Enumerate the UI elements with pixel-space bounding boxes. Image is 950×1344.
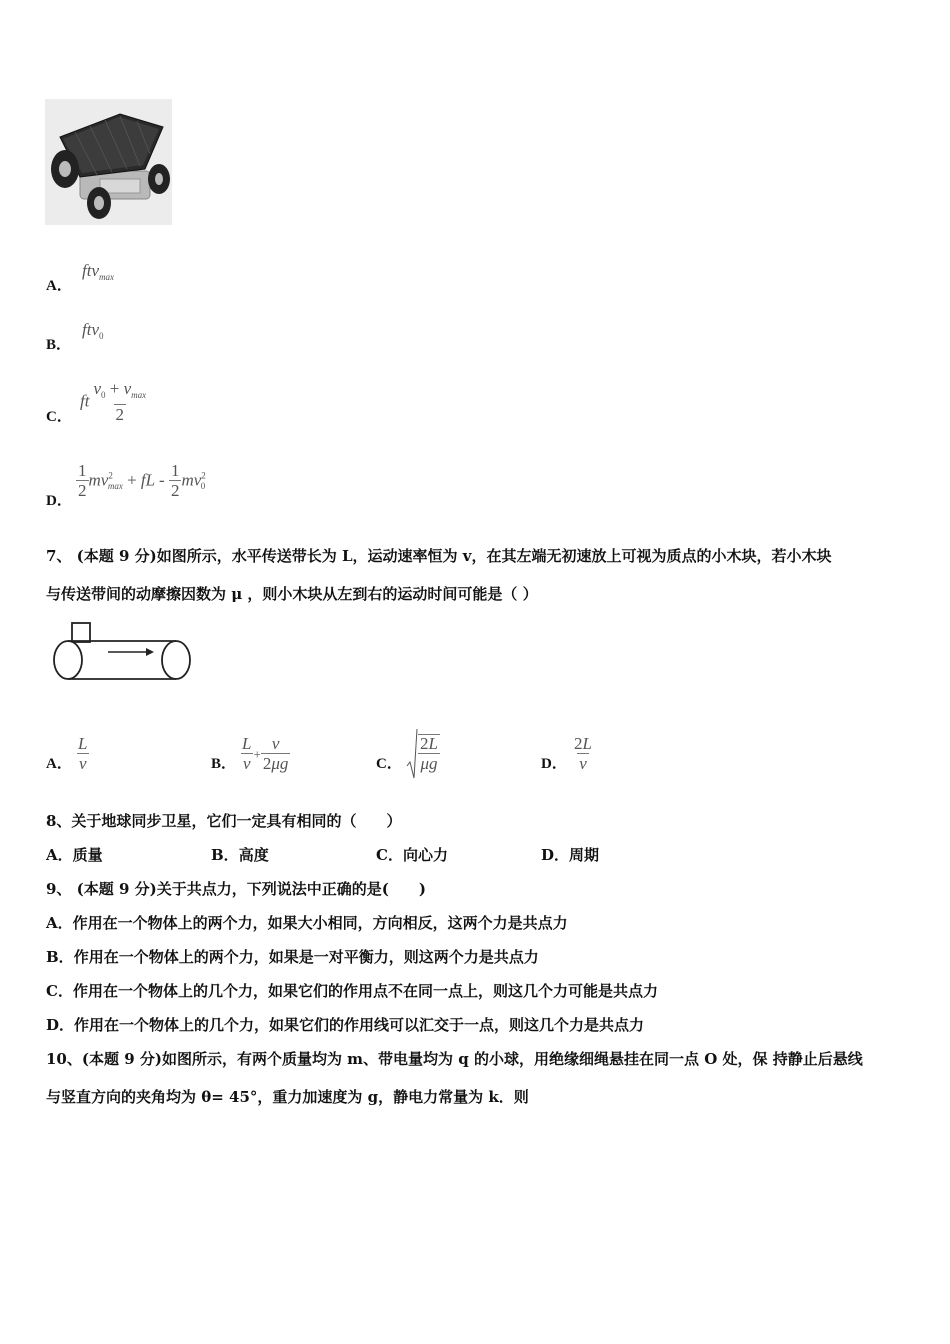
q7-option-c-formula: $\frac{2L}{\mu g}$ (406, 728, 440, 780)
q10-stem-line1: 10、(本题 9 分)如图所示，有两个质量均为 m、带电量均为 q 的小球，用绝缘细绳悬挂在同一点 O 处，保 持静止后悬线 (46, 1050, 863, 1068)
solar-car-image (45, 99, 172, 225)
q6-option-d-label: D． (46, 493, 72, 509)
q6-option-d-formula: $\frac{1}{2}$ $mv^2_{max}$ + fL - $\frac{1}{2}$ $mv^2_0$ (78, 461, 206, 500)
q8-option-b: B．高度 (211, 846, 269, 864)
q8-option-a: A．质量 (46, 846, 103, 864)
q10-stem-line2: 与竖直方向的夹角均为 θ= 45°，重力加速度为 g，静电力常量为 k．则 (46, 1088, 529, 1106)
q7-option-b-formula: $\frac{L}{v}$ + $\frac{v}{2\mu g}$ (242, 734, 289, 773)
q9-option-c: C．作用在一个物体上的几个力，如果它们的作用点不在同一点上，则这几个力可能是共点力 (46, 982, 658, 1000)
q7-stem-line2: 与传送带间的动摩擦因数为 μ ，则小木块从左到右的运动时间可能是（ ） (46, 585, 538, 603)
q8-stem: 8、关于地球同步卫星，它们一定具有相同的（ ） (46, 812, 402, 830)
q9-option-a: A．作用在一个物体上的两个力，如果大小相同，方向相反，这两个力是共点力 (46, 914, 568, 932)
q8-option-c: C．向心力 (376, 846, 448, 864)
q6-option-b-label: B． (46, 337, 72, 353)
q6-option-a-formula: ftv$_{max}$ (82, 261, 114, 282)
q9-option-b: B．作用在一个物体上的两个力，如果是一对平衡力，则这两个力是共点力 (46, 948, 539, 966)
q7-option-d-formula: $\frac{2L}{v}$ (574, 734, 592, 773)
q7-option-c-label: C． (376, 756, 402, 772)
q7-option-d-label: D． (541, 756, 567, 772)
q7-option-a-label: A． (46, 756, 72, 772)
q9-stem: 9、 (本题 9 分)关于共点力，下列说法中正确的是( ) (46, 880, 426, 898)
conveyor-belt-diagram (48, 620, 198, 682)
q7-stem-line1: 7、 (本题 9 分)如图所示，水平传送带长为 L，运动速率恒为 v，在其左端无初速放上可视为质点的小木块，若小木块 (46, 547, 832, 565)
q9-option-d: D．作用在一个物体上的几个力，如果它们的作用线可以汇交于一点，则这几个力是共点力 (46, 1016, 645, 1034)
q7-option-b-label: B． (211, 756, 237, 772)
q6-option-a-label: A． (46, 278, 72, 294)
q6-option-c-formula: ft $\frac{v_0 + v_{max}}{2}$ (80, 379, 147, 424)
q6-option-b-formula: ftv$_0$ (82, 320, 104, 341)
q7-option-a-formula: $\frac{L}{v}$ (78, 734, 88, 773)
q8-option-d: D．周期 (541, 846, 600, 864)
q6-option-c-label: C． (46, 409, 72, 425)
